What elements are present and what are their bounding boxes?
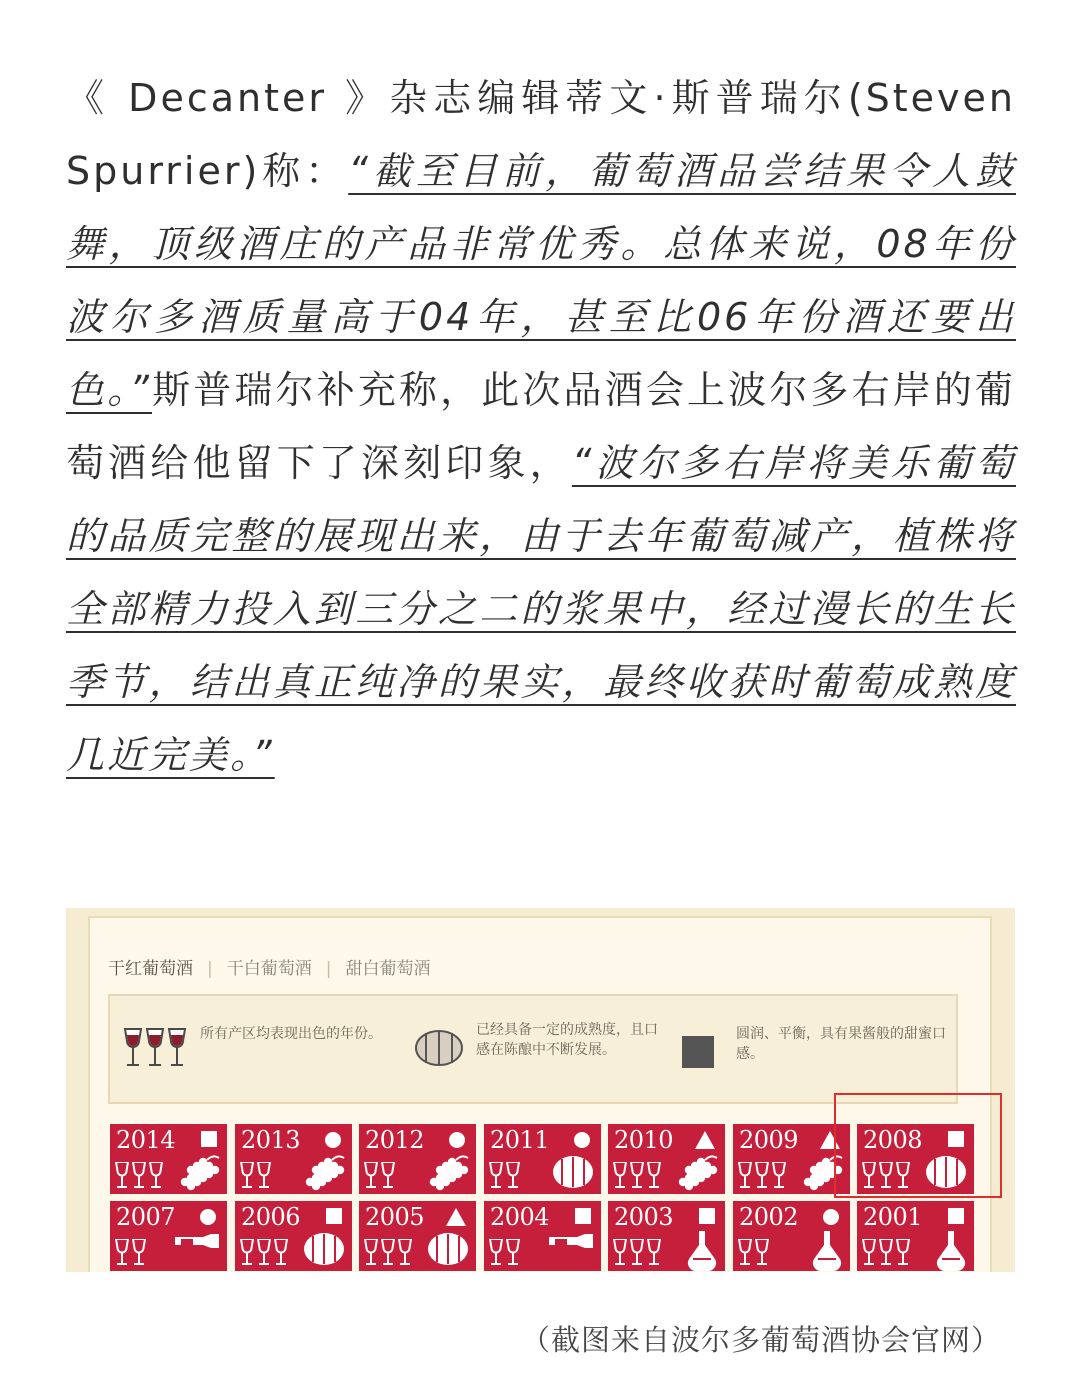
- bottle-icon: [547, 1231, 595, 1255]
- wine-glasses-icon: [489, 1162, 545, 1194]
- vintage-tile-2011[interactable]: [484, 1124, 601, 1194]
- vintage-tile-2004[interactable]: [484, 1201, 601, 1271]
- vintage-tile-2014[interactable]: [110, 1124, 227, 1194]
- image-caption: （截图来自波尔多葡萄酒协会官网）: [520, 1323, 1001, 1357]
- triangle-icon: [695, 1131, 715, 1153]
- grapes-icon: [173, 1154, 221, 1196]
- vintage-tile-2002[interactable]: [733, 1201, 850, 1271]
- wine-glasses-icon: [240, 1239, 296, 1271]
- three-wine-glasses-icon: [122, 1026, 190, 1072]
- wine-glasses-icon: [364, 1162, 420, 1194]
- decanter-icon: [810, 1231, 844, 1272]
- circle-icon: [573, 1131, 591, 1153]
- legend-box: [108, 994, 958, 1104]
- legend-text-excellent: 所有产区均表现出色的年份。: [200, 1026, 382, 1042]
- vintage-tile-2001[interactable]: [857, 1201, 974, 1271]
- square-icon: [699, 1208, 715, 1228]
- vintage-year: 2010: [614, 1126, 674, 1154]
- wine-glasses-icon: [613, 1162, 669, 1194]
- barrel-icon: [302, 1231, 346, 1271]
- square-icon: [326, 1208, 342, 1228]
- continuation-text: 斯普瑞尔补充称，此次品酒会上波尔多右岸的葡萄酒给他留下了深刻印象，: [66, 368, 1016, 485]
- triangle-icon: [446, 1208, 466, 1230]
- vintage-tile-2012[interactable]: [359, 1124, 476, 1194]
- vintage-year: 2002: [739, 1203, 799, 1231]
- wine-glasses-icon: [862, 1239, 918, 1271]
- circle-icon: [448, 1131, 466, 1153]
- vintage-year: 2006: [241, 1203, 301, 1231]
- vintage-tile-2003[interactable]: [608, 1201, 725, 1271]
- wine-glasses-icon: [115, 1162, 171, 1194]
- vintage-year: 2009: [739, 1126, 799, 1154]
- vintage-tile-2009[interactable]: [733, 1124, 850, 1194]
- square-icon: [682, 1036, 714, 1068]
- vintage-tile-2006[interactable]: [235, 1201, 352, 1271]
- grapes-icon: [422, 1154, 470, 1196]
- barrel-icon: [426, 1231, 470, 1271]
- barrel-icon: [414, 1028, 464, 1072]
- wine-glasses-icon: [738, 1162, 794, 1194]
- wine-type-tabs: [108, 954, 430, 979]
- vintage-tile-2013[interactable]: [235, 1124, 352, 1194]
- decanter-icon: [934, 1231, 968, 1272]
- tab-dry-white[interactable]: 干白葡萄酒: [226, 959, 312, 979]
- tab-separator: |: [325, 959, 332, 979]
- tab-separator: |: [207, 959, 213, 979]
- square-icon: [201, 1131, 217, 1151]
- square-icon: [948, 1208, 964, 1228]
- vintage-year: 2005: [365, 1203, 425, 1231]
- quote-spurrier-2: “波尔多右岸将美乐葡萄的品质完整的展现出来，由于去年葡萄减产，植株将全部精力投入到三分之二的浆果中，经过漫长的生长季节，结出真正纯净的果实，最终收获时葡萄成熟度几近完美。”: [66, 441, 1016, 777]
- vintage-year: 2007: [116, 1203, 176, 1231]
- highlight-2008-box: [834, 1093, 1002, 1198]
- legend-text-aging: 已经具备一定的成熟度，且口感在陈酿中不断发展。: [476, 1022, 658, 1058]
- vintage-year: 2004: [490, 1203, 550, 1231]
- vintage-year: 2013: [241, 1126, 301, 1154]
- vintage-tile-2007[interactable]: [110, 1201, 227, 1271]
- vintage-year: 2008: [863, 1126, 923, 1154]
- intro-text: 《 Decanter 》杂志编辑蒂文·斯普瑞尔(Steven Spurrier)称：: [66, 76, 1016, 193]
- tab-sweet-white[interactable]: 甜白葡萄酒: [345, 959, 431, 979]
- decanter-icon: [685, 1231, 719, 1272]
- grapes-icon: [671, 1154, 719, 1196]
- wine-glasses-icon: [115, 1239, 171, 1271]
- circle-icon: [324, 1131, 342, 1153]
- circle-icon: [199, 1208, 217, 1230]
- barrel-icon: [551, 1154, 595, 1194]
- wine-glasses-icon: [489, 1239, 545, 1271]
- wine-glasses-icon: [364, 1239, 420, 1271]
- vintage-chart-screenshot: [66, 908, 1015, 1272]
- square-icon: [575, 1208, 591, 1228]
- quote-spurrier-1: “截至目前，葡萄酒品尝结果令人鼓舞，顶级酒庄的产品非常优秀。总体来说，08年份波尔多酒质量高于04年，甚至比06年份酒还要出色。”: [66, 149, 1016, 412]
- vintage-year: 2003: [614, 1203, 674, 1231]
- legend-text-round: 圆润、平衡，具有果酱般的甜蜜口感。: [736, 1026, 946, 1062]
- wine-glasses-icon: [738, 1239, 794, 1271]
- vintage-year: 2001: [863, 1203, 923, 1231]
- vintage-tile-2005[interactable]: [359, 1201, 476, 1271]
- circle-icon: [822, 1208, 840, 1230]
- bottle-icon: [173, 1231, 221, 1255]
- grapes-icon: [298, 1154, 346, 1196]
- article-paragraph: [66, 62, 1016, 792]
- tab-dry-red[interactable]: 干红葡萄酒: [108, 959, 193, 979]
- vintage-year: 2012: [365, 1126, 425, 1154]
- wine-glasses-icon: [240, 1162, 296, 1194]
- vintage-year: 2011: [490, 1126, 550, 1154]
- vintage-tile-2010[interactable]: [608, 1124, 725, 1194]
- vintage-year: 2014: [116, 1126, 176, 1154]
- wine-glasses-icon: [613, 1239, 669, 1271]
